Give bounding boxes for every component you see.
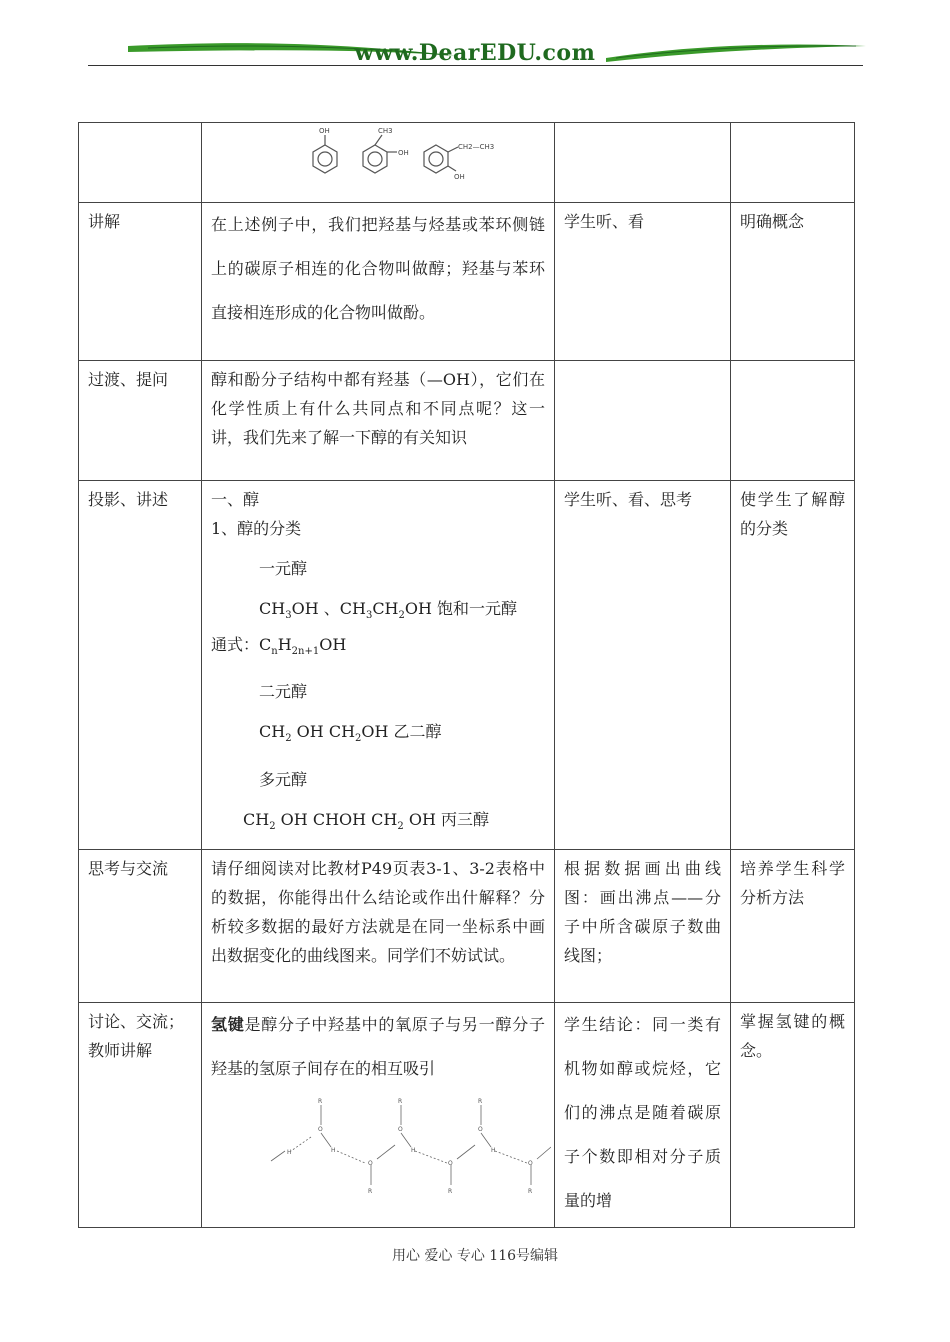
- ethyl-label: CH2—CH3: [458, 143, 495, 151]
- student-cell: [555, 123, 731, 203]
- page-footer: 用心 爱心 专心 116号编辑: [391, 1248, 559, 1264]
- h-label: H: [287, 1149, 292, 1156]
- goal-cell: 使学生了解醇的分类: [731, 481, 855, 850]
- hydrogen-bond-definition: 氢键是醇分子中羟基中的氧原子与另一醇分子羟基的氢原子间存在的相互吸引: [211, 1015, 545, 1078]
- o-label: O: [398, 1126, 403, 1133]
- r-label: R: [478, 1098, 483, 1105]
- o-label: O: [448, 1160, 453, 1167]
- h-label: H: [411, 1147, 416, 1154]
- goal-cell: [731, 361, 855, 481]
- phase-cell: 投影、讲述: [79, 481, 202, 850]
- methyl-label: CH3: [378, 127, 393, 135]
- polyhydric-label: 多元醇: [259, 769, 308, 789]
- student-cell: [555, 361, 731, 481]
- cresol-oh-label: OH: [398, 149, 409, 157]
- site-title: www.DearEDU.com: [354, 40, 596, 66]
- r-label: R: [398, 1098, 403, 1105]
- student-cell: 根据数据画出曲线图：画出沸点——分子中所含碳原子数曲线图；: [555, 850, 731, 1003]
- phase-cell: [79, 123, 202, 203]
- table-row: [79, 123, 855, 203]
- r-label: R: [368, 1188, 373, 1195]
- phase-cell: 讨论、交流；教师讲解: [79, 1003, 202, 1228]
- content-cell: 醇和酚分子结构中都有羟基（—OH），它们在化学性质上有什么共同点和不同点呢？这一讲，我们先来了解一下醇的有关知识: [202, 361, 555, 481]
- phase-cell: 思考与交流: [79, 850, 202, 1003]
- o-label: O: [318, 1126, 323, 1133]
- monohydric-examples: $CH_3OH$ 、$CH_3CH_2OH$ 饱和一元醇: [259, 599, 518, 622]
- phenol-structures: [202, 123, 555, 193]
- structure-cell: [202, 123, 555, 203]
- page-header: [0, 0, 950, 80]
- general-formula: 通式：$C_nH_{2n+1}OH$: [211, 635, 347, 658]
- goal-cell: 培养学生科学分析方法: [731, 850, 855, 1003]
- ethylphenol-oh-label: OH: [454, 173, 465, 181]
- o-label: O: [368, 1160, 373, 1167]
- r-label: R: [528, 1188, 533, 1195]
- r-label: R: [318, 1098, 323, 1105]
- phase-cell: 过渡、提问: [79, 361, 202, 481]
- r-label: R: [448, 1188, 453, 1195]
- h-label: H: [331, 1147, 336, 1154]
- table-row: [79, 481, 855, 850]
- dihydric-examples: $CH_2$ OH $CH_2OH$ 乙二醇: [259, 722, 442, 745]
- hydrogen-bond-cell: [202, 1003, 555, 1228]
- student-cell: 学生听、看、思考: [555, 481, 731, 850]
- table-row: [79, 203, 855, 361]
- content-cell: 请仔细阅读对比教材P49页表3-1、3-2表格中的数据，你能得出什么结论或作出什解释？分析较多数据的最好方法就是在同一坐标系中画出数据变化的曲线图来。同学们不妨试试。: [202, 850, 555, 1003]
- o-label: O: [478, 1126, 483, 1133]
- polyhydric-examples: $CH_2$ OH CHOH $CH_2$ OH 丙三醇: [243, 809, 489, 832]
- section-heading: 一、醇: [211, 490, 260, 509]
- monohydric-label: 一元醇: [259, 559, 308, 578]
- student-cell: 学生结论：同一类有机物如醇或烷烃，它们的沸点是随着碳原子个数即相对分子质量的增: [555, 1003, 731, 1228]
- o-label: O: [528, 1160, 533, 1167]
- goal-cell: 明确概念: [731, 203, 855, 361]
- goal-cell: [731, 123, 855, 203]
- hydrogen-bond-term: 氢键: [211, 1015, 245, 1034]
- phenol-oh-label: OH: [319, 127, 330, 135]
- phase-cell: 讲解: [79, 203, 202, 361]
- table-row: [79, 361, 855, 481]
- content-cell: 在上述例子中，我们把羟基与烃基或苯环侧链上的碳原子相连的化合物叫做醇；羟基与苯环直接相连形成的化合物叫做酚。: [202, 203, 555, 361]
- subsection-heading: 1、醇的分类: [211, 519, 302, 538]
- lesson-plan-table: [78, 122, 855, 1228]
- goal-cell: 掌握氢键的概念。: [731, 1003, 855, 1228]
- student-cell: 学生听、看: [555, 203, 731, 361]
- h-label: H: [491, 1147, 496, 1154]
- table-row: [79, 850, 855, 1003]
- alcohol-classification-cell: [202, 481, 555, 850]
- header-divider: [88, 65, 863, 66]
- dihydric-label: 二元醇: [259, 682, 308, 702]
- table-row: [79, 1003, 855, 1228]
- hydrogen-bond-diagram: [251, 1095, 551, 1203]
